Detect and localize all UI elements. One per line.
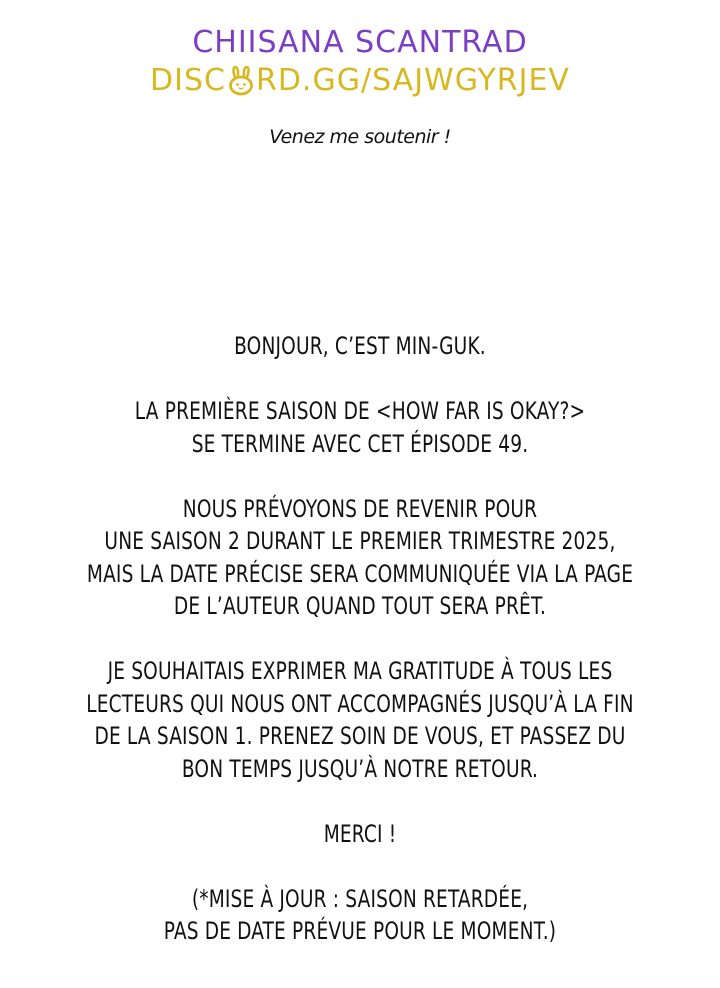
- scanlation-header: [0, 24, 720, 100]
- message-line: JE SOUHAITAIS EXPRIMER MA GRATITUDE À TOUS LES: [107, 657, 613, 685]
- message-line: MAIS LA DATE PRÉCISE SERA COMMUNIQUÉE VIA LA PAGE: [86, 559, 634, 588]
- message-paragraph: [68, 395, 653, 460]
- message-paragraph: [68, 493, 653, 623]
- author-message: [68, 330, 653, 980]
- support-text: Venez me soutenir !: [269, 126, 451, 148]
- message-line: DE LA SAISON 1. PRENEZ SOIN DE VOUS, ET PASSEZ DU: [94, 722, 626, 750]
- message-line: LECTEURS QUI NOUS ONT ACCOMPAGNÉS JUSQU’À LA FIN: [86, 689, 634, 718]
- group-name: CHIISANA SCANTRAD: [192, 25, 528, 60]
- discord-suffix: RD.GG/SAJWGYRJEV: [255, 63, 570, 98]
- message-paragraph: [68, 330, 653, 363]
- message-paragraph: [68, 883, 653, 948]
- discord-link[interactable]: [0, 62, 720, 100]
- message-line: PAS DE DATE PRÉVUE POUR LE MOMENT.): [163, 917, 557, 945]
- message-line: DE L’AUTEUR QUAND TOUT SERA PRÊT.: [173, 592, 547, 620]
- message-paragraph: [68, 655, 653, 785]
- message-line: LA PREMIÈRE SAISON DE <HOW FAR IS OKAY?>: [134, 397, 586, 425]
- message-line: (*MISE À JOUR : SAISON RETARDÉE,: [191, 884, 529, 913]
- message-line: BONJOUR, C’EST MIN-GUK.: [234, 332, 486, 360]
- message-line: MERCI !: [323, 819, 397, 848]
- bunny-icon: [227, 66, 255, 96]
- message-paragraph: [68, 818, 653, 851]
- message-line: SE TERMINE AVEC CET ÉPISODE 49.: [191, 429, 529, 458]
- message-line: BON TEMPS JUSQU’À NOTRE RETOUR.: [181, 754, 539, 783]
- discord-prefix: DISC: [150, 63, 226, 98]
- message-line: UNE SAISON 2 DURANT LE PREMIER TRIMESTRE 2025,: [104, 527, 616, 555]
- message-line: NOUS PRÉVOYONS DE REVENIR POUR: [182, 494, 538, 523]
